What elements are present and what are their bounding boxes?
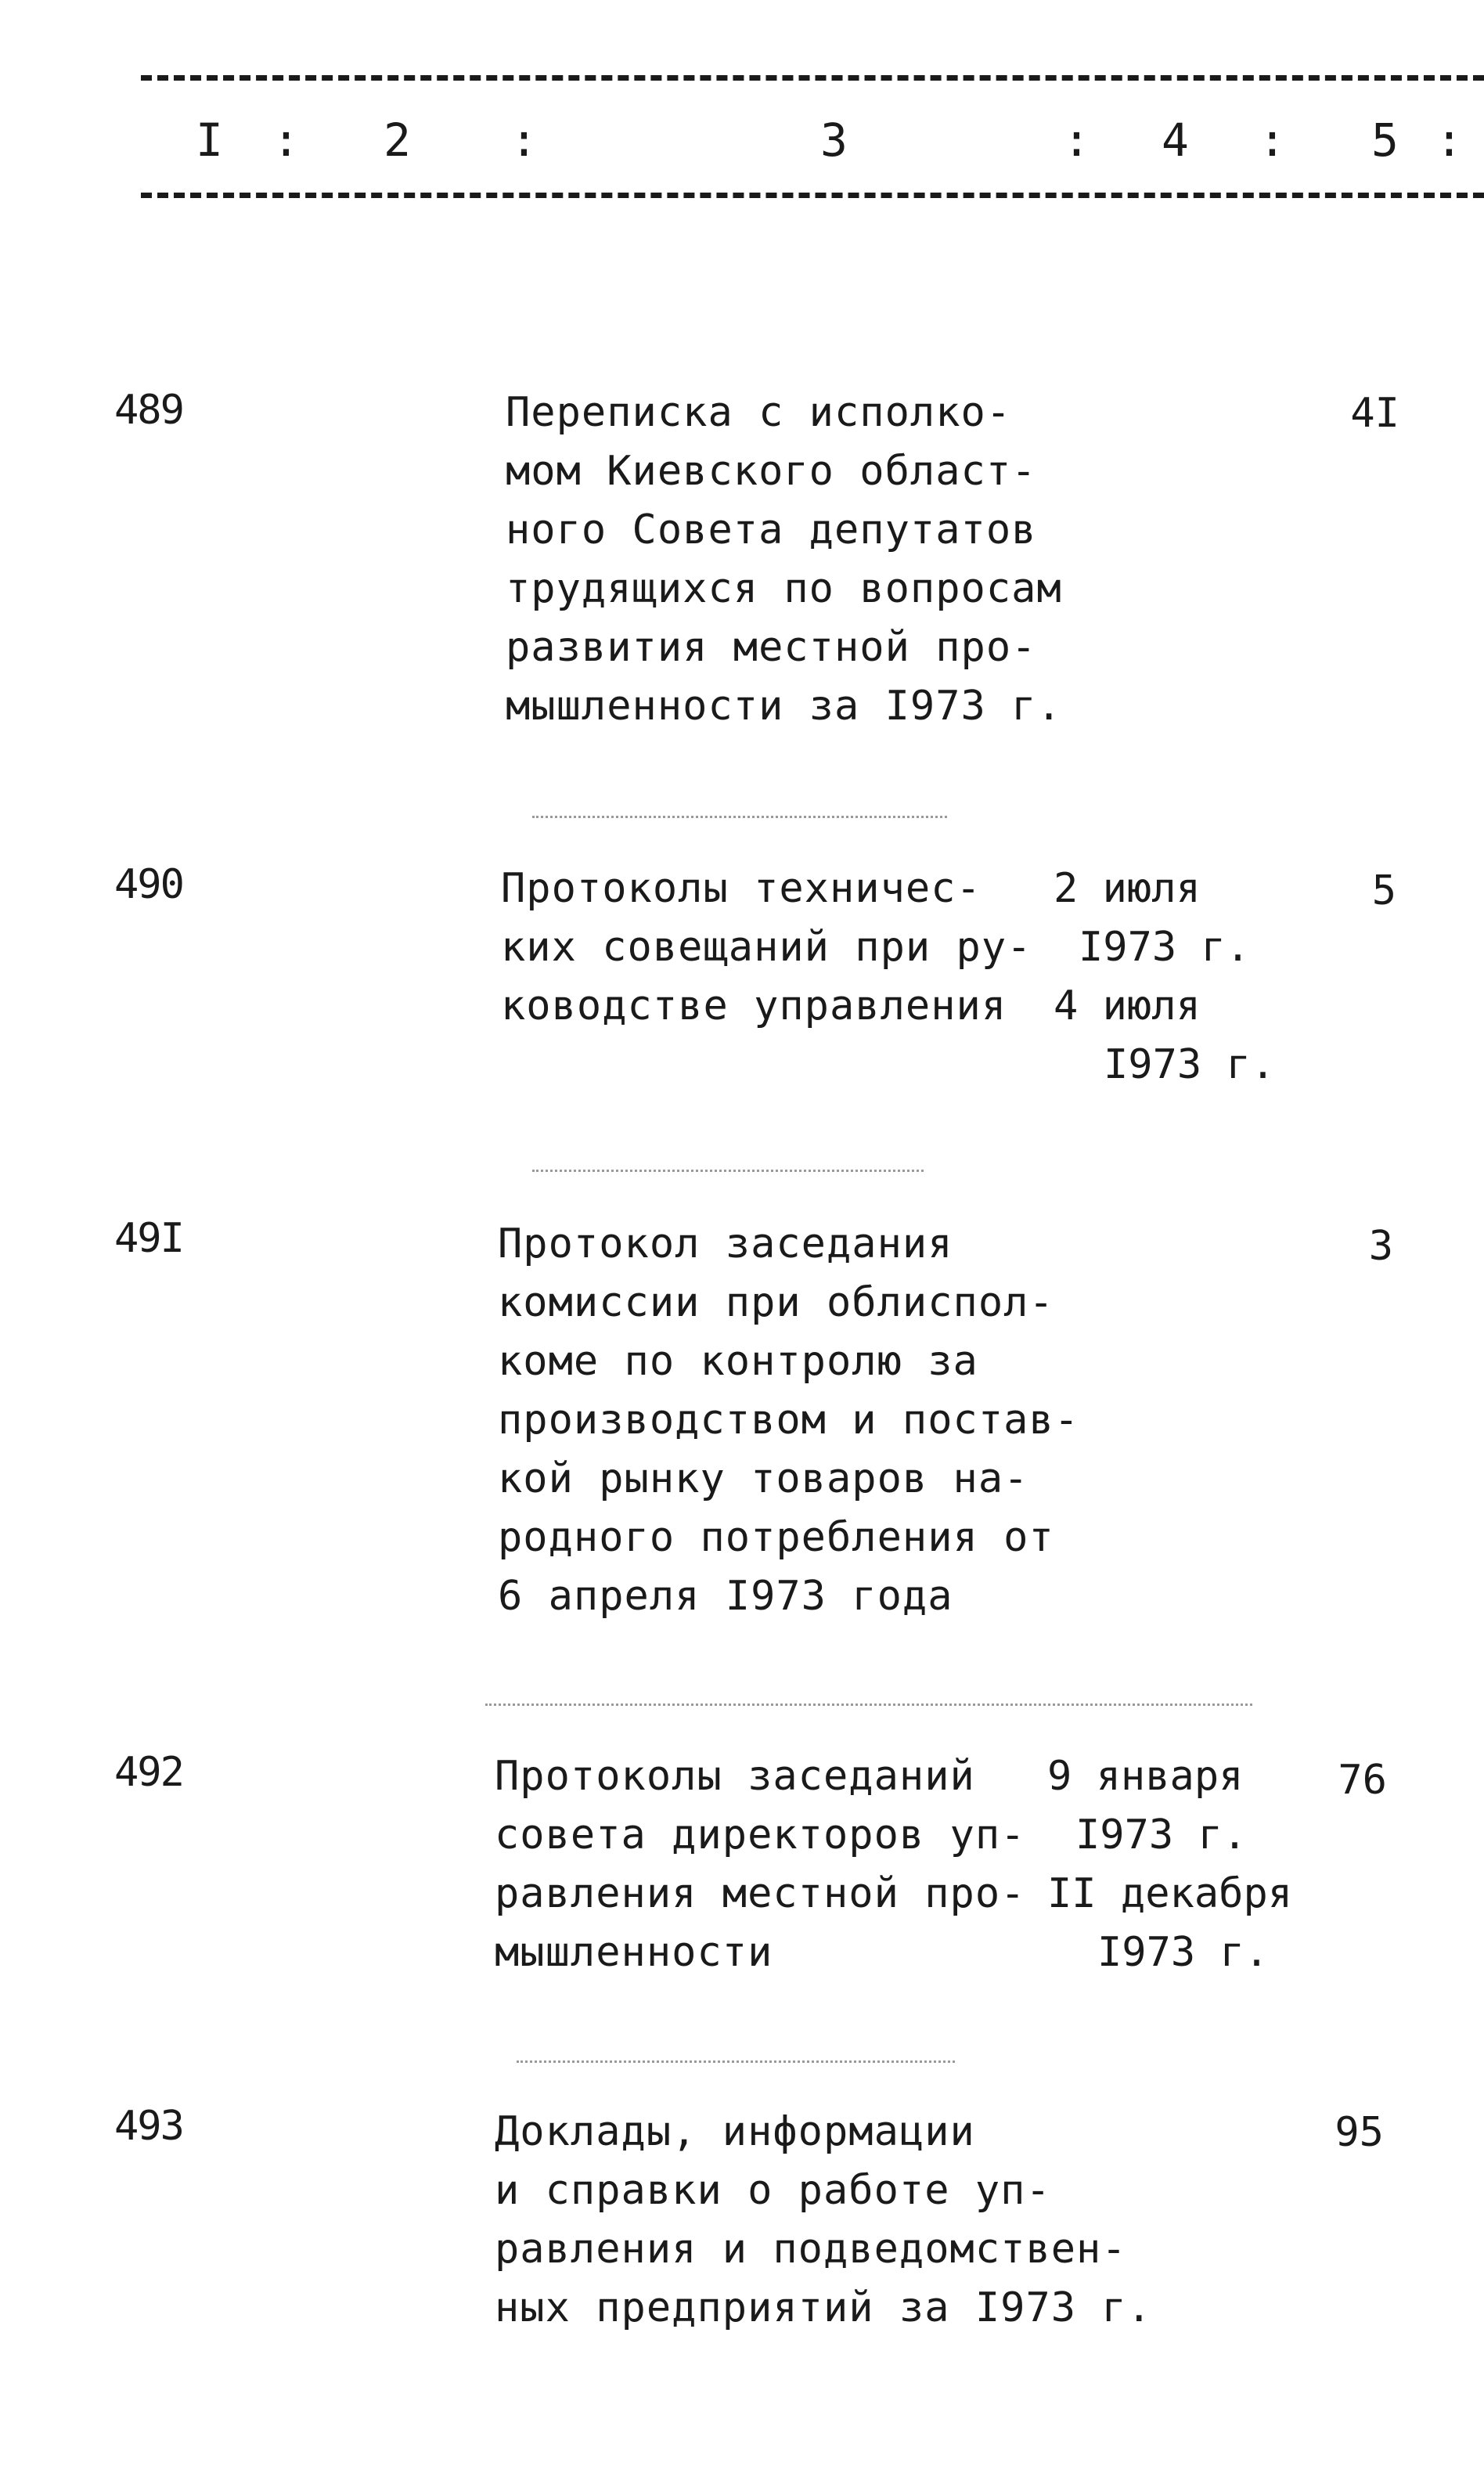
date-line: I973 г.	[1097, 1929, 1270, 1976]
entry-title	[506, 384, 1179, 736]
entry-number: 489	[114, 387, 183, 434]
date-line: I973 г.	[1079, 924, 1251, 971]
title-line: трудящихся по вопросам	[506, 565, 1062, 612]
header-col-3: 3	[820, 114, 848, 167]
entry-sheets: 5	[1371, 867, 1396, 914]
title-line: Протоколы заседаний	[495, 1753, 975, 1800]
title-line: коме по контролю за	[498, 1338, 978, 1385]
entry-number: 492	[114, 1749, 183, 1796]
entry-number: 49I	[114, 1215, 183, 1262]
entry-number: 490	[114, 861, 183, 908]
date-line: 2 июля	[1054, 865, 1201, 912]
title-line: ного Совета депутатов	[506, 507, 1037, 553]
title-line: и справки о работе уп-	[495, 2167, 1051, 2214]
title-line: Протоколы техничес-	[501, 865, 982, 912]
date-line: 9 января	[1047, 1753, 1244, 1800]
header-col-5: 5	[1371, 114, 1399, 167]
header-rule-top	[141, 75, 1484, 81]
title-line: мом Киевского област-	[506, 448, 1037, 495]
entry-sheets: 76	[1338, 1757, 1387, 1804]
title-line: родного потребления от	[498, 1514, 1054, 1561]
title-line: мышленности за I973 г.	[506, 683, 1062, 730]
entry-date	[1047, 1747, 1292, 1982]
date-line: I973 г.	[1075, 1812, 1248, 1859]
title-line: 6 апреля I973 года	[498, 1573, 953, 1620]
title-line: Доклады, информации	[495, 2108, 975, 2155]
entry-title	[495, 2103, 1168, 2338]
date-line: II декабря	[1047, 1870, 1293, 1917]
title-line: равления и подведомствен-	[495, 2226, 1127, 2273]
title-line: ных предприятий за I973 г.	[495, 2284, 1152, 2331]
title-line: Протокол заседания	[498, 1220, 953, 1267]
entry-separator	[532, 816, 947, 818]
date-line: 4 июля	[1054, 982, 1201, 1029]
entry-separator	[485, 1703, 1252, 1706]
header-col-4: 4	[1162, 114, 1189, 167]
entry-title	[498, 1215, 1171, 1626]
title-line: Переписка с исполкo-	[506, 389, 1012, 436]
header-sep-1: :	[272, 114, 300, 167]
entry-number: 493	[114, 2103, 183, 2150]
entry-sheets: 3	[1368, 1223, 1393, 1270]
header-rule-bottom	[141, 193, 1484, 198]
header-sep-4: :	[1259, 114, 1286, 167]
title-line: равления местной про-	[495, 1870, 1026, 1917]
entry-sheets: 95	[1335, 2109, 1384, 2156]
header-col-2: 2	[384, 114, 411, 167]
title-line: ководстве управления	[501, 982, 1007, 1029]
header-sep-3: :	[1063, 114, 1090, 167]
header-sep-5: :	[1435, 114, 1463, 167]
title-line: производством и постав-	[498, 1397, 1080, 1444]
title-line: ких совещаний при ру-	[501, 924, 1032, 971]
header-sep-2: :	[510, 114, 538, 167]
title-line: кой рынку товаров на-	[498, 1455, 1029, 1502]
title-line: совета директоров уп-	[495, 1812, 1026, 1859]
entry-date	[1054, 860, 1275, 1094]
header-col-1: I	[196, 114, 223, 167]
entry-separator	[532, 1170, 924, 1172]
entry-separator	[517, 2060, 955, 2063]
title-line: мышленности	[495, 1929, 773, 1976]
title-line: развития местной про-	[506, 624, 1037, 671]
date-line: I973 г.	[1104, 1041, 1276, 1088]
title-line: комиссии при облиспол-	[498, 1279, 1054, 1326]
entry-sheets: 4I	[1350, 390, 1399, 437]
